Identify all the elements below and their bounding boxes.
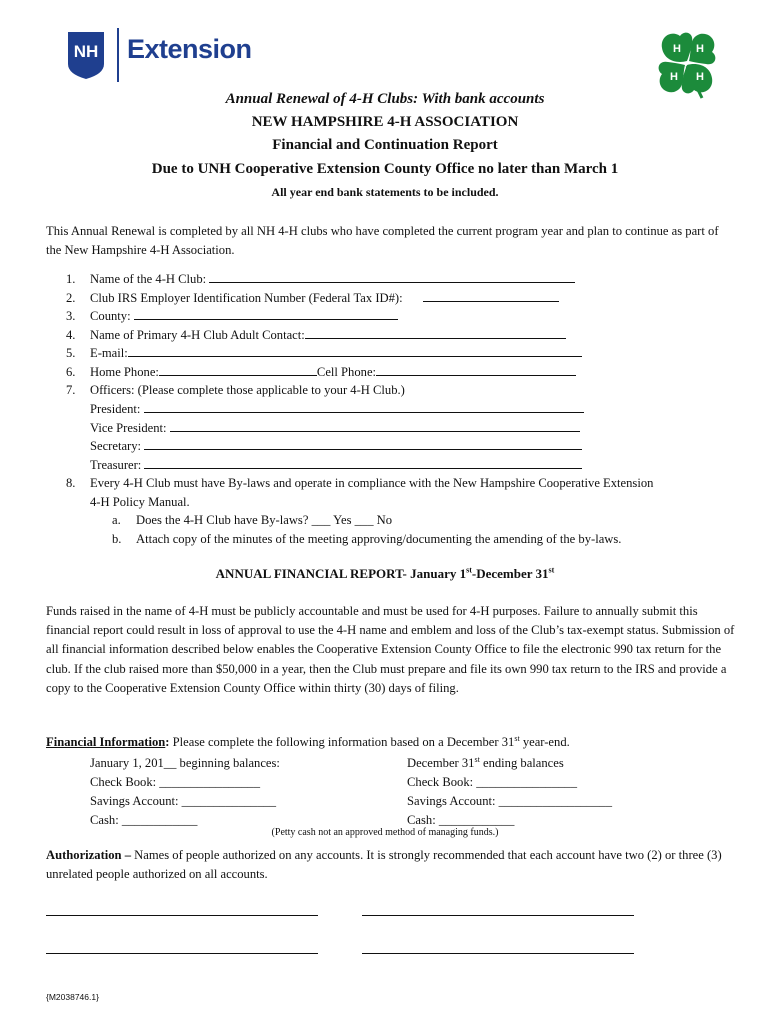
unh-shield-logo	[66, 30, 106, 80]
authorization-paragraph: Authorization – Names of people authorized on any accounts. It is strongly recommended that each account have two (2) or three (3) unrelated people authorized on all accounts.	[46, 848, 722, 881]
report-title: Financial and Continuation Report	[272, 137, 498, 153]
home-phone-field[interactable]	[159, 363, 317, 376]
svg-text:H: H	[670, 71, 678, 83]
item-adult-contact: 4. Name of Primary 4-H Club Adult Contact:	[66, 326, 566, 345]
treasurer-field[interactable]	[144, 456, 582, 469]
intro-paragraph: This Annual Renewal is completed by all NH 4-H clubs who have completed the current program year and plan to continue as part of the New Hampshire 4-H Association.	[46, 224, 719, 257]
begin-cash[interactable]: Cash: ____________	[90, 813, 198, 827]
doc-title-italic: Annual Renewal of 4-H Clubs: With bank accounts	[225, 91, 545, 107]
end-savings-account[interactable]: Savings Account: __________________	[407, 794, 612, 808]
financial-report-heading: ANNUAL FINANCIAL REPORT- January 1st-December 31st	[215, 565, 555, 581]
cell-phone-field[interactable]	[376, 363, 576, 376]
svg-text:H: H	[696, 43, 704, 55]
four-h-clover-logo	[650, 26, 724, 100]
beginning-balances-label: January 1, 201__ beginning balances:	[90, 756, 280, 770]
ein-field[interactable]	[423, 289, 559, 302]
email-field[interactable]	[128, 344, 582, 357]
begin-check-book[interactable]: Check Book: ________________	[90, 775, 261, 789]
end-cash[interactable]: Cash: ____________	[407, 813, 515, 827]
item-county: 3. County:	[66, 307, 398, 326]
financial-info-line: Financial Information: Please complete the following information based on a December 31st year-end.	[46, 733, 570, 749]
svg-text:H: H	[696, 71, 704, 83]
item-phones: 6. Home Phone: Cell Phone:	[66, 363, 576, 382]
item-club-name: 1. Name of the 4-H Club:	[66, 270, 575, 289]
due-date-title: Due to UNH Cooperative Extension County Office no later than March 1	[151, 161, 619, 177]
vice-president-field[interactable]	[170, 419, 580, 432]
item-bylaws: 8. Every 4-H Club must have By-laws and operate in compliance with the New Hampshire Cooperative Extension	[66, 476, 654, 490]
bank-statement-note: All year end bank statements to be included.	[271, 185, 499, 199]
logo-divider	[117, 28, 119, 82]
item-ein: 2. Club IRS Employer Identification Number (Federal Tax ID#):	[66, 289, 559, 308]
extension-logo-text: Extension	[127, 34, 252, 64]
officer-secretary: Secretary:	[90, 437, 582, 456]
bylaws-instruction-b: b. Attach copy of the minutes of the meeting approving/documenting the amending of the by-laws.	[112, 532, 622, 546]
association-title: NEW HAMPSHIRE 4-H ASSOCIATION	[251, 114, 519, 130]
adult-contact-field[interactable]	[305, 326, 566, 339]
begin-savings-account[interactable]: Savings Account: _______________	[90, 794, 277, 808]
signature-line-1[interactable]	[46, 915, 318, 916]
item-officers: 7. Officers: (Please complete those applicable to your 4-H Club.)	[66, 383, 405, 397]
county-field[interactable]	[134, 307, 398, 320]
document-id-footer: {M2038746.1}	[46, 992, 99, 1002]
signature-line-4[interactable]	[362, 953, 634, 954]
secretary-field[interactable]	[144, 437, 582, 450]
bylaws-question-a: a. Does the 4-H Club have By-laws? ___ Yes ___ No	[112, 513, 393, 527]
petty-cash-note: (Petty cash not an approved method of managing funds.)	[271, 827, 499, 838]
officer-president: President:	[90, 400, 584, 419]
president-field[interactable]	[144, 400, 584, 413]
svg-text:NH: NH	[73, 42, 99, 61]
officer-treasurer: Treasurer:	[90, 456, 582, 475]
svg-text:H: H	[673, 43, 681, 55]
item-email: 5. E-mail:	[66, 344, 582, 363]
club-name-field[interactable]	[209, 270, 575, 283]
ending-balances-label: December 31st ending balances	[407, 754, 564, 770]
officer-vice-president: Vice President:	[90, 419, 580, 438]
item-bylaws-cont: 4-H Policy Manual.	[90, 495, 190, 509]
signature-line-2[interactable]	[362, 915, 634, 916]
end-check-book[interactable]: Check Book: ________________	[407, 775, 578, 789]
funds-paragraph: Funds raised in the name of 4-H must be publicly accountable and must be used for 4-H purposes. Failure to annually submit this financial report could result in loss of approval to use the 4-H name and emblem and loss of the Club’s tax-exempt status. Submission of all financial information described below enables the Cooperative Extension County Office to file the electronic 990 tax return for the club. If the club raised more than $50,000 in a year, then the Club must prepare and file its own 990 tax return to the IRS and provide a copy to the Cooperative Extension County Office within thirty (30) days of filing.	[46, 604, 735, 695]
signature-line-3[interactable]	[46, 953, 318, 954]
